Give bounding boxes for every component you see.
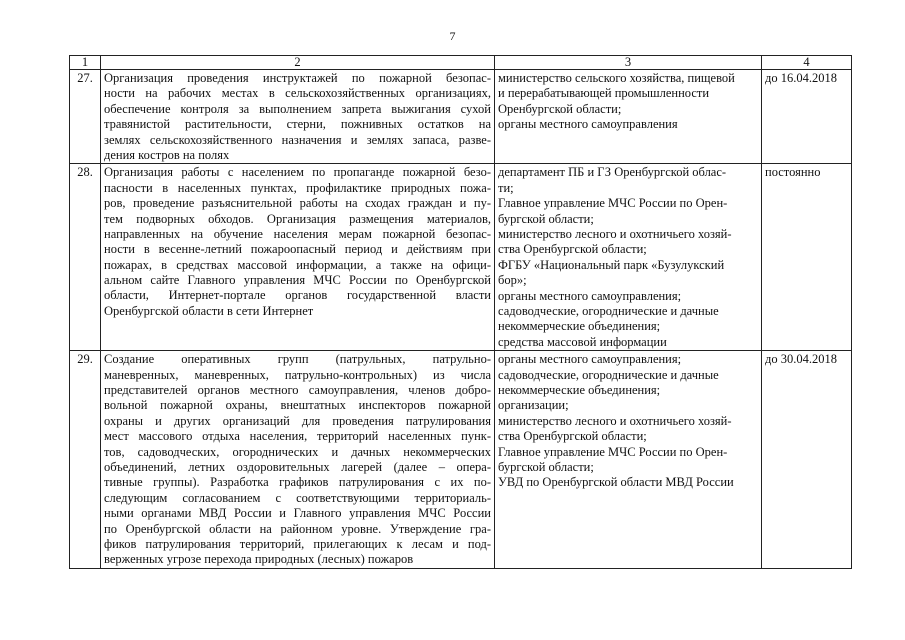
text-line: вольной пожарной охраны, внештатных инспекторов пожарной: [104, 398, 491, 413]
text-line: бургской области;: [498, 460, 594, 475]
deadline-cell: до 16.04.2018: [762, 70, 852, 164]
table-row: [70, 351, 852, 568]
text-line: Главное управление МЧС России по Орен-: [498, 196, 728, 211]
text-line: департамент ПБ и ГЗ Оренбургской облас-: [498, 165, 727, 180]
text-line: ФГБУ «Национальный парк «Бузулукский: [498, 257, 725, 272]
deadline-cell: постоянно: [762, 164, 852, 351]
column-header: 1: [70, 56, 101, 70]
text-line: Оренбургской области в сети Интернет: [104, 303, 314, 318]
text-line: обеспечение контроля за выполнением запрета выжигания сухой: [104, 101, 491, 116]
text-line: тем подворных обходов. Организация размещения материалов,: [104, 211, 491, 226]
text-line: альном сайте Главного управления МЧС России по Оренбургской: [104, 273, 491, 288]
table-header-row: [70, 56, 852, 70]
text-line: садоводческие, огороднические и дачные: [498, 367, 719, 382]
text-line: ными органами МВД России и Главного управления МЧС России: [104, 506, 491, 521]
text-line: средства массовой информации: [498, 334, 667, 349]
text-line: ства Оренбургской области;: [498, 242, 647, 257]
row-number: 29.: [70, 351, 101, 568]
text-line: министерство сельского хозяйства, пищевой: [498, 71, 735, 85]
text-line: представителей органов местного самоуправления, членов добро-: [104, 383, 491, 397]
text-line: Создание оперативных групп (патрульных, патрульно-: [104, 352, 491, 367]
text-line: УВД по Оренбургской области МВД России: [498, 475, 734, 490]
text-line: бургской области;: [498, 211, 594, 226]
text-line: тов, садоводческих, огороднических и дачных некоммерческих: [104, 444, 491, 459]
text-line: органы местного самоуправления;: [498, 352, 682, 367]
text-line: Главное управление МЧС России по Орен-: [498, 444, 728, 459]
text-line: дения костров на полях: [104, 147, 230, 162]
text-line: министерство лесного и охотничьего хозяй-: [498, 226, 732, 241]
text-line: ности в весенне-летний пожароопасный период и действиям при: [104, 242, 491, 257]
table-row: [70, 70, 852, 164]
text-line: садоводческие, огороднические и дачные: [498, 304, 719, 318]
text-line: ства Оренбургской области;: [498, 429, 647, 444]
text-line: направленных на обучение населения мерам пожарной безопас-: [104, 226, 491, 241]
column-header: 3: [495, 56, 762, 70]
text-line: землях сельскохозяйственного назначения и землях запаса, разве-: [104, 132, 491, 147]
text-line: объединений, летних оздоровительных лагерей (далее – опера-: [104, 459, 491, 474]
text-line: пожарах, в средствах массовой информации, а также на офици-: [104, 257, 491, 272]
text-line: по Оренбургской области на районном уровне. Утверждение гра-: [104, 521, 491, 536]
text-line: ности на рабочих местах в сельскохозяйственных организациях,: [104, 86, 491, 101]
executors-cell: [495, 351, 762, 568]
text-line: ров, проведение разъяснительной работы на сходах граждан и пу-: [104, 196, 491, 211]
action-cell: [101, 164, 495, 351]
row-number: 28.: [70, 164, 101, 351]
text-line: министерство лесного и охотничьего хозяй-: [498, 413, 732, 428]
column-header: 2: [101, 56, 495, 70]
text-line: организации;: [498, 398, 569, 413]
text-line: органы местного самоуправления: [498, 117, 678, 132]
action-cell: [101, 351, 495, 568]
row-number: 27.: [70, 70, 101, 164]
text-line: пасности в населенных пунктах, профилактике природных пожа-: [104, 180, 491, 195]
text-line: мест массового отдыха населения, территорий населенных пунк-: [104, 429, 491, 444]
measures-table: [69, 55, 852, 569]
text-line: тивные группы). Разработка графиков патрулирования с их по-: [104, 475, 491, 490]
text-line: бор»;: [498, 273, 527, 288]
text-line: и перерабатывающей промышленности: [498, 86, 710, 101]
text-line: области, Интернет-портале органов государственной власти: [104, 288, 491, 303]
text-line: травянистой растительности, стерни, пожнивных остатков на: [104, 117, 491, 132]
text-line: верженных угрозе перехода природных (лесных) пожаров: [104, 552, 414, 567]
text-line: охраны и других организаций для проведения патрулирования: [104, 413, 491, 428]
table-row: [70, 164, 852, 351]
text-line: Оренбургской области;: [498, 101, 622, 116]
text-line: следующим согласованием с соответствующими территориаль-: [104, 490, 491, 505]
text-line: некоммерческие объединения;: [498, 319, 661, 334]
page-number: 7: [449, 29, 456, 43]
text-line: ти;: [498, 180, 514, 195]
text-line: Организация проведения инструктажей по пожарной безопас-: [104, 71, 491, 85]
text-line: некоммерческие объединения;: [498, 383, 661, 398]
column-header: 4: [762, 56, 852, 70]
text-line: маневренных, маневренных, патрульно-контрольных) из числа: [104, 367, 491, 382]
executors-cell: [495, 164, 762, 351]
text-line: органы местного самоуправления;: [498, 288, 682, 303]
action-cell: [101, 70, 495, 164]
executors-cell: [495, 70, 762, 164]
text-line: Организация работы с населением по пропаганде пожарной безо-: [104, 165, 491, 180]
text-line: фиков патрулирования территорий, прилегающих к лесам и под-: [104, 536, 491, 551]
deadline-cell: до 30.04.2018: [762, 351, 852, 568]
